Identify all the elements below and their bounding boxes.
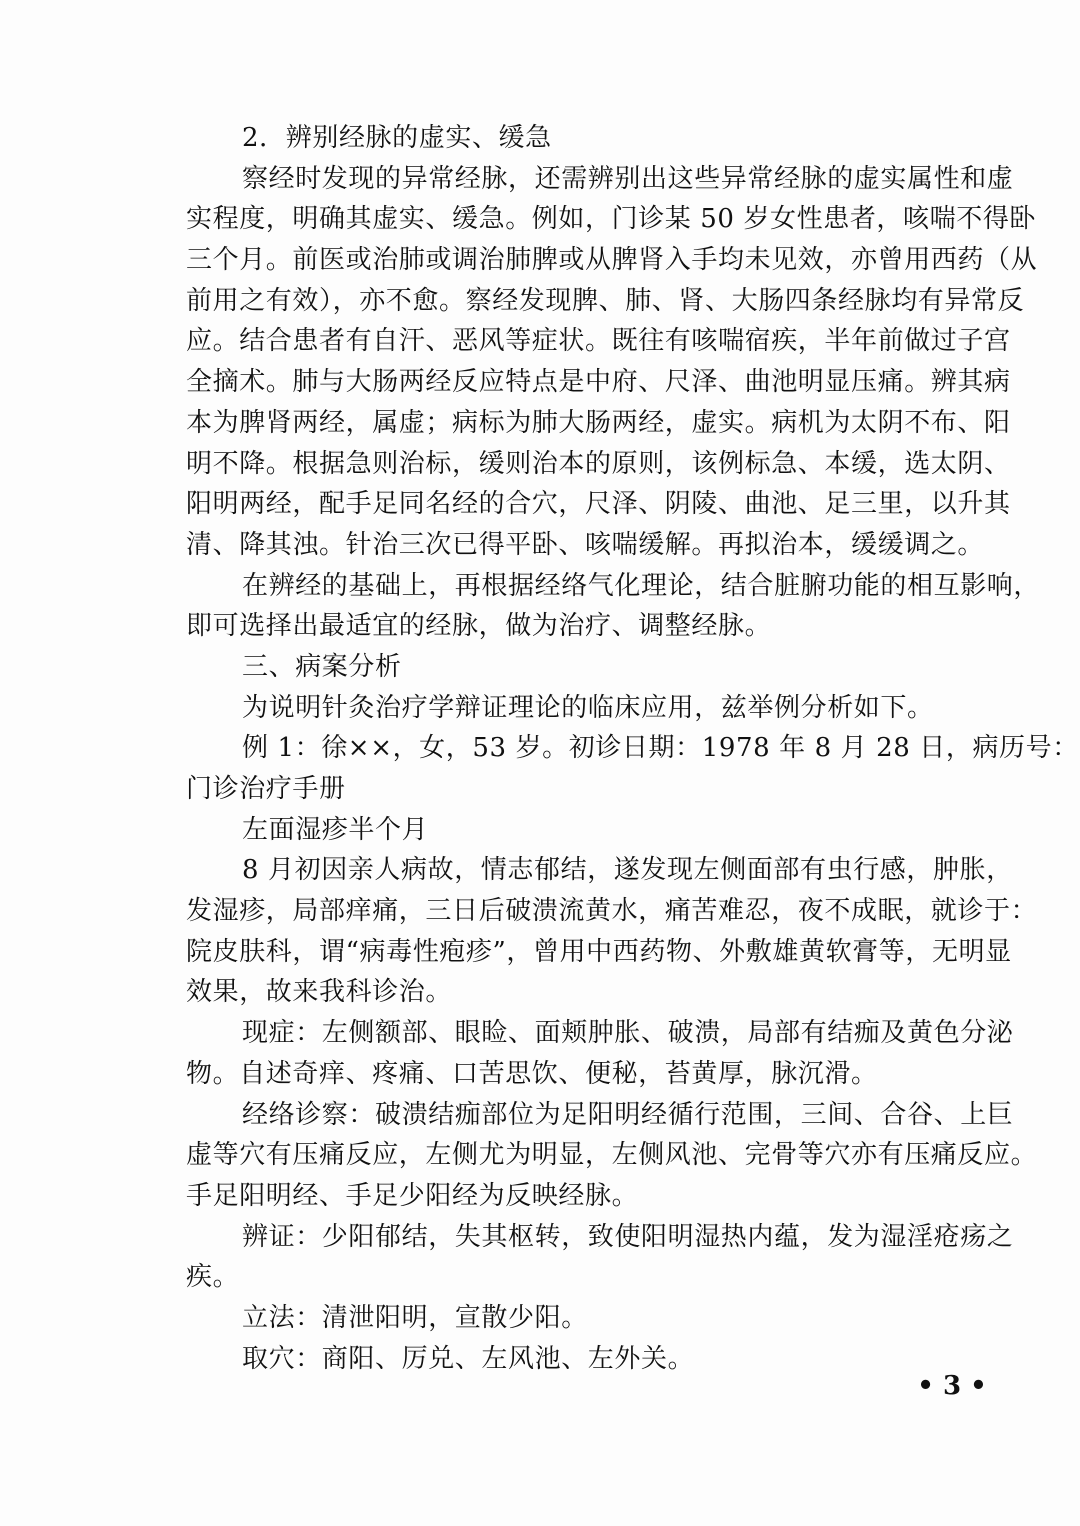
- section-heading: 三、病案分析: [242, 651, 402, 682]
- case-header-line: 例 1：徐××，女，53 岁。初诊日期：1978 年 8 月 28 日，病历号：: [242, 733, 1079, 764]
- paragraph-line: 本为脾肾两经，属虚；病标为肺大肠两经，虚实。病机为太阴不布、阳: [186, 407, 1011, 438]
- case-header-line: 门诊治疗手册: [186, 774, 346, 804]
- paragraph-line: 取穴：商阳、厉兑、左风池、左外关。: [242, 1343, 695, 1374]
- paragraph-line: 即可选择出最适宜的经脉，做为治疗、调整经脉。: [186, 611, 772, 642]
- paragraph-line: 为说明针灸治疗学辩证理论的临床应用，兹举例分析如下。: [242, 692, 934, 723]
- paragraph-line: 明不降。根据急则治标，缓则治本的原则，该例标急、本缓，选太阴、: [186, 448, 1011, 479]
- paragraph-line: 院皮肤科，谓“病毒性疱疹”，曾用中西药物、外敷雄黄软膏等，无明显: [186, 936, 1012, 967]
- paragraph-line: 立法：清泄阳明，宣散少阳。: [242, 1302, 588, 1333]
- body-text: [186, 118, 1079, 1379]
- paragraph-line: 8 月初因亲人病故，情志郁结，遂发现左侧面部有虫行感，肿胀，: [242, 855, 1013, 886]
- paragraph-line: 实程度，明确其虚实、缓急。例如，门诊某 50 岁女性患者，咳喘不得卧: [186, 204, 1037, 235]
- paragraph-line: 应。结合患者有自汗、恶风等症状。既往有咳喘宿疾，半年前做过子宫: [186, 326, 1011, 357]
- paragraph-line: 前用之有效），亦不愈。察经发现脾、肺、肾、大肠四条经脉均有异常反: [186, 285, 1025, 316]
- paragraph-line: 辨证：少阳郁结，失其枢转，致使阳明湿热内蕴，发为湿淫疮疡之: [242, 1221, 1014, 1252]
- paragraph-line: 现症：左侧额部、眼睑、面颊肿胀、破溃，局部有结痂及黄色分泌: [242, 1018, 1014, 1049]
- paragraph-line: 三个月。前医或治肺或调治肺脾或从脾肾入手均未见效，亦曾用西药（从: [186, 245, 1038, 276]
- paragraph-line: 物。自述奇痒、疼痛、口苦思饮、便秘，苔黄厚，脉沉滑。: [186, 1058, 878, 1089]
- paragraph-line: 察经时发现的异常经脉，还需辨别出这些异常经脉的虚实属性和虚: [242, 163, 1014, 194]
- paragraph-line: 阳明两经，配手足同名经的合穴，尺泽、阴陵、曲池、足三里，以升其: [186, 489, 1011, 520]
- page-number: • 3 •: [917, 1371, 987, 1401]
- paragraph-line: 效果，故来我科诊治。: [186, 977, 453, 1008]
- paragraph-line: 清、降其浊。针治三次已得平卧、咳喘缓解。再拟治本，缓缓调之。: [186, 529, 985, 560]
- section-heading: 2．辨别经脉的虚实、缓急: [242, 123, 552, 153]
- paragraph-line: 发湿疹，局部痒痛，三日后破溃流黄水，痛苦难忍，夜不成眠，就诊于：: [186, 896, 1038, 927]
- paragraph-line: 手足阳明经、手足少阳经为反映经脉。: [186, 1180, 639, 1211]
- chief-complaint: 左面湿疹半个月: [242, 814, 429, 845]
- paragraph-line: 虚等穴有压痛反应，左侧尤为明显，左侧风池、完骨等穴亦有压痛反应。: [186, 1140, 1038, 1171]
- paragraph-line: 疾。: [186, 1262, 240, 1293]
- paragraph-line: 经络诊察：破溃结痂部位为足阳明经循行范围，三间、合谷、上巨: [242, 1099, 1014, 1130]
- paragraph-line: 在辨经的基础上，再根据经络气化理论，结合脏腑功能的相互影响，: [242, 570, 1041, 601]
- paragraph-line: 全摘术。肺与大肠两经反应特点是中府、尺泽、曲池明显压痛。辨其病: [186, 367, 1011, 398]
